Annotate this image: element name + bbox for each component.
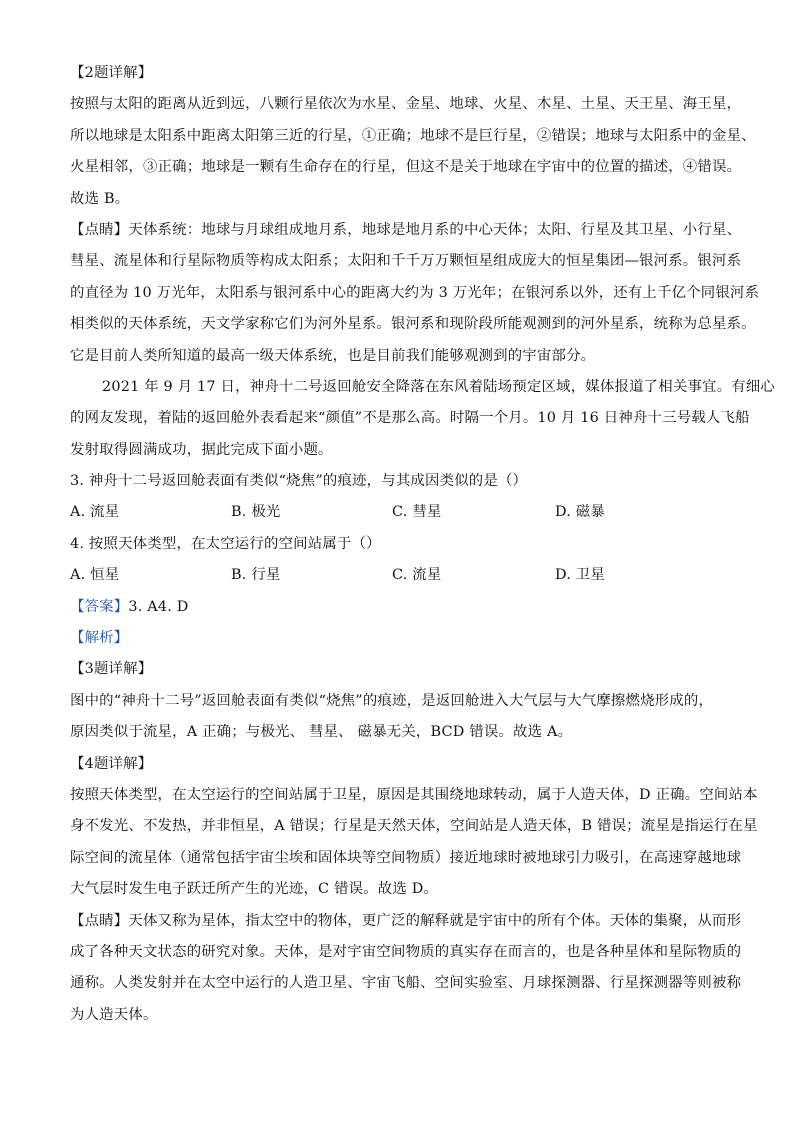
analysis-label: 【解析】 [70, 630, 129, 647]
material-line: 2021 年 9 月 17 日，神舟十二号返回舱安全降落在东风着陆场预定区域，媒体报道了相关事宜。有细心 [102, 378, 775, 395]
tip2-line: 通称。人类发射并在太空中运行的人造卫星、宇宙飞船、空间实验室、月球探测器、行星探测器等则被称 [70, 975, 742, 992]
q4-detail-line: 按照天体类型，在太空运行的空间站属于卫星，原因是其围绕地球转动，属于人造天体，D 正确。空间站本 [70, 786, 758, 803]
question-3-option-a: A. 流星 [70, 504, 120, 521]
answer-line [70, 592, 726, 623]
tip2-line: 成了各种天文状态的研究对象。天体，是对宇宙空间物质的真实存在而言的，也是各种星体和星际物质的 [70, 943, 742, 960]
answer-label: 【答案】 [70, 598, 129, 615]
q2-detail-line: 所以地球是太阳系中距离太阳第三近的行星，①正确；地球不是巨行星，②错误；地球与太阳系中的金星、 [70, 127, 756, 144]
question-3-options [70, 497, 726, 528]
question-3-option-d: D. 磁暴 [555, 504, 605, 521]
tip1-line: 【点睛】天体系统：地球与月球组成地月系，地球是地月系的中心天体；太阳、行星及其卫星、小行星、 [70, 221, 742, 238]
answer-value: 3. A4. D [128, 598, 189, 615]
q3-detail-line: 原因类似于流星，A 正确；与极光、 彗星、 磁暴无关，BCD 错误。故选 A。 [70, 724, 573, 741]
q2-detail-line: 火星相邻，③正确；地球是一颗有生命存在的行星，但这不是关于地球在宇宙中的位置的描述，④错误。 [70, 159, 742, 176]
q3-detail-line: 图中的“神舟十二号”返回舱表面有类似“烧焦”的痕迹，是返回舱进入大气层与大气摩擦燃烧形成的， [70, 692, 714, 709]
question-4-option-d: D. 卫星 [555, 567, 605, 584]
tip1-line: 彗星、流星体和行星际物质等构成太阳系；太阳和千千万万颗恒星组成庞大的恒星集团—银河系。银河系 [70, 253, 742, 270]
tip2-line: 【点睛】天体又称为星体，指太空中的物体，更广泛的解释就是宇宙中的所有个体。天体的集聚，从而形 [70, 912, 742, 929]
question-4-options [70, 560, 726, 591]
question-4-stem: 4. 按照天体类型，在太空运行的空间站属于（） [70, 535, 381, 552]
material-line: 发射取得圆满成功，据此完成下面小题。 [70, 441, 333, 458]
tip1-line: 的直径为 10 万光年，太阳系与银河系中心的距离大约为 3 万光年；在银河系以外，还有上千亿个同银河系 [70, 284, 760, 301]
question-4-option-c: C. 流星 [392, 567, 442, 584]
q2-detail-line: 故选 B。 [70, 190, 130, 207]
q3-detail-heading: 【3题详解】 [70, 661, 153, 678]
q4-detail-line: 大气层时发生电子跃迁所产生的光迹，C 错误。故选 D。 [70, 881, 439, 898]
q4-detail-line: 际空间的流星体（通常包括宇宙尘埃和固体块等空间物质）接近地球时被地球引力吸引，在高速穿越地球 [70, 849, 742, 866]
document-page [70, 58, 775, 1031]
q2-detail-line: 按照与太阳的距离从近到远，八颗行星依次为水星、金星、地球、火星、木星、土星、天王星、海王星， [70, 96, 742, 113]
question-3-option-b: B. 极光 [231, 504, 281, 521]
q4-detail-heading: 【4题详解】 [70, 755, 153, 772]
q4-detail-line: 身不发光、不发热，并非恒星，A 错误；行星是天然天体，空间站是人造天体，B 错误；流星是指运行在星 [70, 818, 758, 835]
question-3-option-c: C. 彗星 [392, 504, 442, 521]
question-4-option-b: B. 行星 [231, 567, 281, 584]
q2-detail-heading: 【2题详解】 [70, 65, 153, 81]
question-3-stem: 3. 神舟十二号返回舱表面有类似“烧焦”的痕迹，与其成因类似的是（） [70, 473, 528, 490]
tip1-line: 相类似的天体系统，天文学家称它们为河外星系。银河系和现阶段所能观测到的河外星系，统称为总星系。 [70, 316, 756, 333]
material-line: 的网友发现，着陆的返回舱外表看起来“颜值”不是那么高。时隔一个月。10 月 16 日神舟十三号载人飞船 [70, 410, 750, 427]
tip1-line: 它是目前人类所知道的最高一级天体系统，也是目前我们能够观测到的宇宙部分。 [70, 347, 596, 364]
tip2-line: 为人造天体。 [70, 1006, 158, 1023]
question-4-option-a: A. 恒星 [70, 567, 120, 584]
